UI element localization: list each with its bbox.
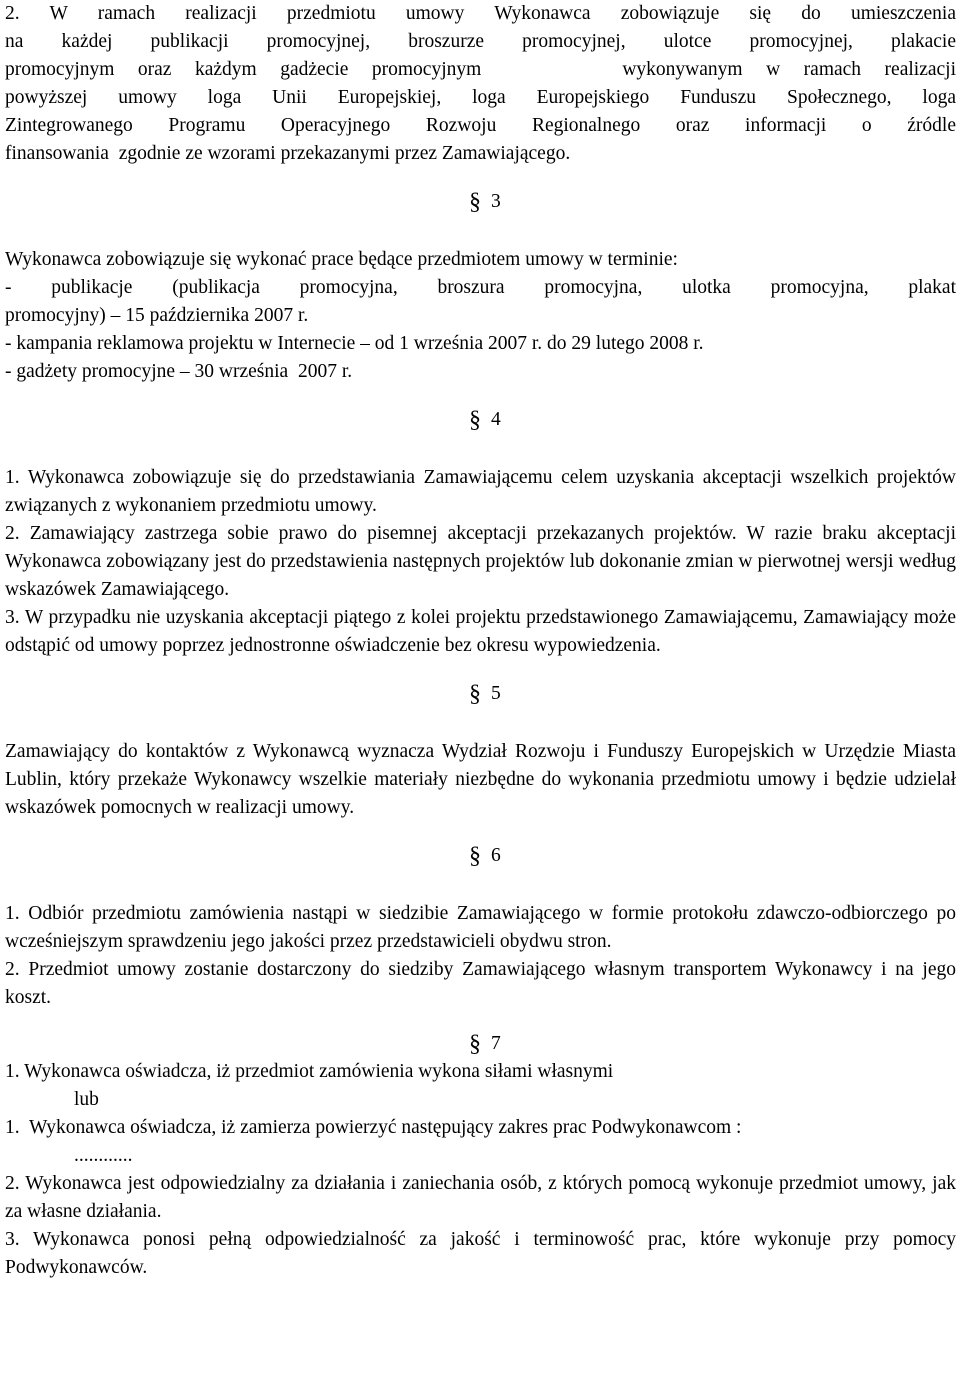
section-number: 5 xyxy=(491,683,501,704)
section-4-item-2: 2. Zamawiający zastrzega sobie prawo do pisemnej akceptacji przekazanych projektów. W razie braku akceptacji Wykonawca zobowiązany jest do przedstawienia następnych projektów lub dokonanie zmian w pierwotnej wersji według wskazówek Zamawiającego. xyxy=(5,523,956,600)
section-number: 3 xyxy=(491,191,501,212)
section-7-item-1a: 1. Wykonawca oświadcza, iż przedmiot zamówienia wykona siłami własnymi xyxy=(5,1061,614,1082)
section-3-intro: Wykonawca zobowiązuje się wykonać prace będące przedmiotem umowy w terminie: xyxy=(5,249,678,270)
text-line: powyższej umowy loga Unii Europejskiej, loga Europejskiego Funduszu Społecznego, loga xyxy=(5,87,956,108)
document-page xyxy=(5,0,956,1282)
section-heading-6 xyxy=(5,842,956,870)
paragraph-2-2 xyxy=(5,0,956,168)
text-line: promocyjnym oraz każdym gadżecie promocyjnym wykonywanym w ramach realizacji xyxy=(5,59,956,80)
section-7-item-1b-dots: ............ xyxy=(74,1145,133,1166)
section-4-item-1: 1. Wykonawca zobowiązuje się do przedstawiania Zamawiającemu celem uzyskania akceptacji wszelkich projektów związanych z wykonaniem przedmiotu umowy. xyxy=(5,467,956,516)
section-number: 4 xyxy=(491,409,501,430)
section-7-item-3: 3. Wykonawca ponosi pełną odpowiedzialność za jakość i terminowość prac, które wykonuje przy pomocy Podwykonawców. xyxy=(5,1229,956,1278)
section-5-text: Zamawiający do kontaktów z Wykonawcą wyznacza Wydział Rozwoju i Funduszy Europejskich w Urzędzie Miasta Lublin, który przekaże Wykonawcy wszelkie materiały niezbędne do wykonania przedmiotu umowy i będzie udzielał wskazówek pomocnych w realizacji umowy. xyxy=(5,741,956,818)
section-7-or: lub xyxy=(74,1089,99,1110)
section-7-item-2: 2. Wykonawca jest odpowiedzialny za działania i zaniechania osób, z których pomocą wykonuje przedmiot umowy, jak za własne działania. xyxy=(5,1173,956,1222)
section-sign: § xyxy=(469,189,481,215)
deadline-item-publikacje: - publikacje (publikacja promocyjna, broszura promocyjna, ulotka promocyjna, plakat xyxy=(5,277,956,298)
section-6-item-2: 2. Przedmiot umowy zostanie dostarczony do siedziby Zamawiającego własnym transportem Wykonawcy i na jego koszt. xyxy=(5,959,956,1008)
section-sign: § xyxy=(469,1031,481,1057)
deadline-item-publikacje-cont: promocyjny) – 15 października 2007 r. xyxy=(5,305,309,326)
section-sign: § xyxy=(469,681,481,707)
section-6-item-1: 1. Odbiór przedmiotu zamówienia nastąpi w siedzibie Zamawiającego w formie protokołu zdawczo-odbiorczego po wcześniejszym sprawdzeniu jego jakości przez przedstawicieli obydwu stron. xyxy=(5,903,956,952)
section-heading-3 xyxy=(5,188,956,216)
deadline-item-kampania: - kampania reklamowa projektu w Internecie – od 1 września 2007 r. do 29 lutego 2008 r. xyxy=(5,333,704,354)
section-3-body xyxy=(5,246,956,386)
section-number: 7 xyxy=(491,1033,501,1054)
deadline-item-gadzety: - gadżety promocyjne – 30 września 2007 r. xyxy=(5,361,353,382)
section-7-item-1b: 1. Wykonawca oświadcza, iż zamierza powierzyć następujący zakres prac Podwykonawcom : xyxy=(5,1117,742,1138)
section-sign: § xyxy=(469,407,481,433)
text-line: Zintegrowanego Programu Operacyjnego Rozwoju Regionalnego oraz informacji o źródle xyxy=(5,115,956,136)
section-heading-4 xyxy=(5,406,956,434)
section-heading-7 xyxy=(5,1030,956,1058)
section-sign: § xyxy=(469,843,481,869)
section-number: 6 xyxy=(491,845,501,866)
text-line: 2. W ramach realizacji przedmiotu umowy Wykonawca zobowiązuje się do umieszczenia xyxy=(5,3,956,24)
section-4-item-3: 3. W przypadku nie uzyskania akceptacji piątego z kolei projektu przedstawionego Zamawiającemu, Zamawiający może odstąpić od umowy poprzez jednostronne oświadczenie bez okresu wypowiedzenia. xyxy=(5,607,956,656)
text-line: na każdej publikacji promocyjnej, broszurze promocyjnej, ulotce promocyjnej, plakacie xyxy=(5,31,956,52)
text-line: finansowania zgodnie ze wzorami przekazanymi przez Zamawiającego. xyxy=(5,143,571,164)
section-heading-5 xyxy=(5,680,956,708)
